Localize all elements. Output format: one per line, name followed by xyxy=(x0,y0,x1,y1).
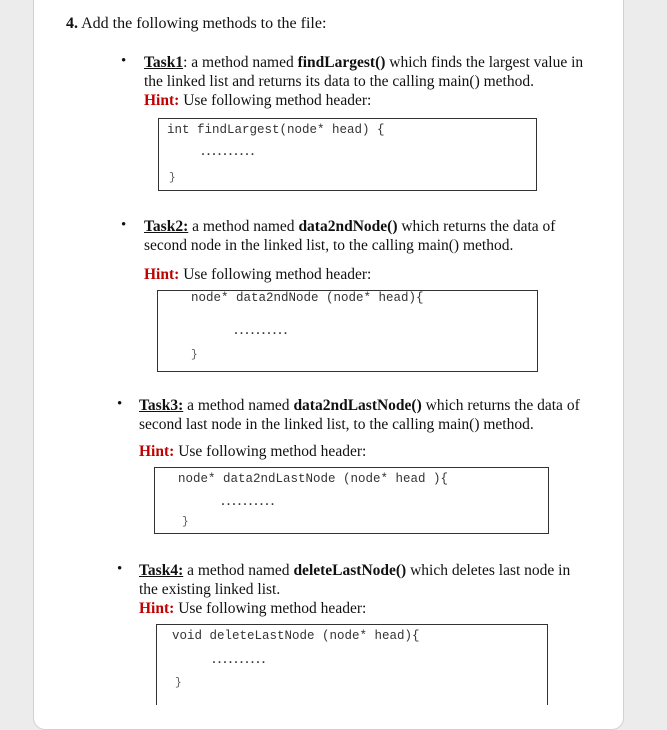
task2-text-after: which returns the data of xyxy=(397,218,556,235)
task3-hint xyxy=(139,442,366,461)
task3-method-name: data2ndLastNode() xyxy=(293,397,422,414)
task3-description xyxy=(139,396,580,434)
task3-code-box xyxy=(154,467,549,534)
task1-code-header: int findLargest(node* head) { xyxy=(167,123,385,137)
task4-text-before: a method named xyxy=(183,562,294,579)
task4-hint-label: Hint: xyxy=(139,600,175,617)
task4-description xyxy=(139,561,570,618)
task2-text-line2: second node in the linked list, to the calling main() method. xyxy=(144,237,514,254)
question-heading xyxy=(66,15,326,33)
task2-hint-text: Use following method header: xyxy=(179,266,372,283)
task4-code-dots: .......... xyxy=(212,650,267,667)
task2-closing-brace: } xyxy=(191,349,198,361)
task1-text-line2: the linked list and returns its data to the calling main() method. xyxy=(144,73,534,90)
task3-text-line2: second last node in the linked list, to the calling main() method. xyxy=(139,416,534,433)
task1-text-before: a method named xyxy=(187,54,298,71)
question-text: Add the following methods to the file: xyxy=(81,15,327,32)
task2-title: Task2: xyxy=(144,218,189,235)
task3-text-before: a method named xyxy=(183,397,294,414)
task4-title: Task4: xyxy=(139,562,184,579)
task4-code-header: void deleteLastNode (node* head){ xyxy=(172,629,420,643)
task2-method-name: data2ndNode() xyxy=(298,218,398,235)
question-number: 4. xyxy=(66,15,78,32)
task3-closing-brace: } xyxy=(182,516,189,528)
task4-text-after: which deletes last node in xyxy=(406,562,571,579)
task1-description xyxy=(144,53,583,110)
task1-method-name: findLargest() xyxy=(297,54,386,71)
task2-description xyxy=(144,217,555,255)
task2-code-box xyxy=(157,290,538,372)
task1-closing-brace: } xyxy=(169,172,176,184)
task3-text-after: which returns the data of xyxy=(421,397,580,414)
task1-hint-label: Hint: xyxy=(144,92,180,109)
task4-closing-brace: } xyxy=(175,677,182,689)
task4-text-line2: the existing linked list. xyxy=(139,581,281,598)
task3-title: Task3: xyxy=(139,397,184,414)
task3-hint-label: Hint: xyxy=(139,443,175,460)
task1-code-box xyxy=(158,118,537,191)
task2-code-dots: .......... xyxy=(234,321,289,338)
task1-bullet: • xyxy=(121,53,127,69)
task3-code-dots: .......... xyxy=(221,492,276,509)
task4-code-box xyxy=(156,624,548,705)
task2-text-before: a method named xyxy=(188,218,299,235)
task3-bullet: • xyxy=(117,396,123,412)
task1-code-dots: .......... xyxy=(201,142,256,159)
task1-hint-text: Use following method header: xyxy=(179,92,372,109)
task2-bullet: • xyxy=(121,217,127,233)
task4-hint-text: Use following method header: xyxy=(174,600,367,617)
task1-text-after: which finds the largest value in xyxy=(385,54,584,71)
task2-hint xyxy=(144,265,371,284)
task3-code-header: node* data2ndLastNode (node* head ){ xyxy=(178,472,449,486)
task4-method-name: deleteLastNode() xyxy=(293,562,407,579)
task4-bullet: • xyxy=(117,561,123,577)
task3-hint-text: Use following method header: xyxy=(174,443,367,460)
task2-code-header: node* data2ndNode (node* head){ xyxy=(191,291,424,305)
task1-title-suffix: : xyxy=(183,54,188,71)
task1-title: Task1 xyxy=(144,54,184,71)
task2-hint-label: Hint: xyxy=(144,266,180,283)
